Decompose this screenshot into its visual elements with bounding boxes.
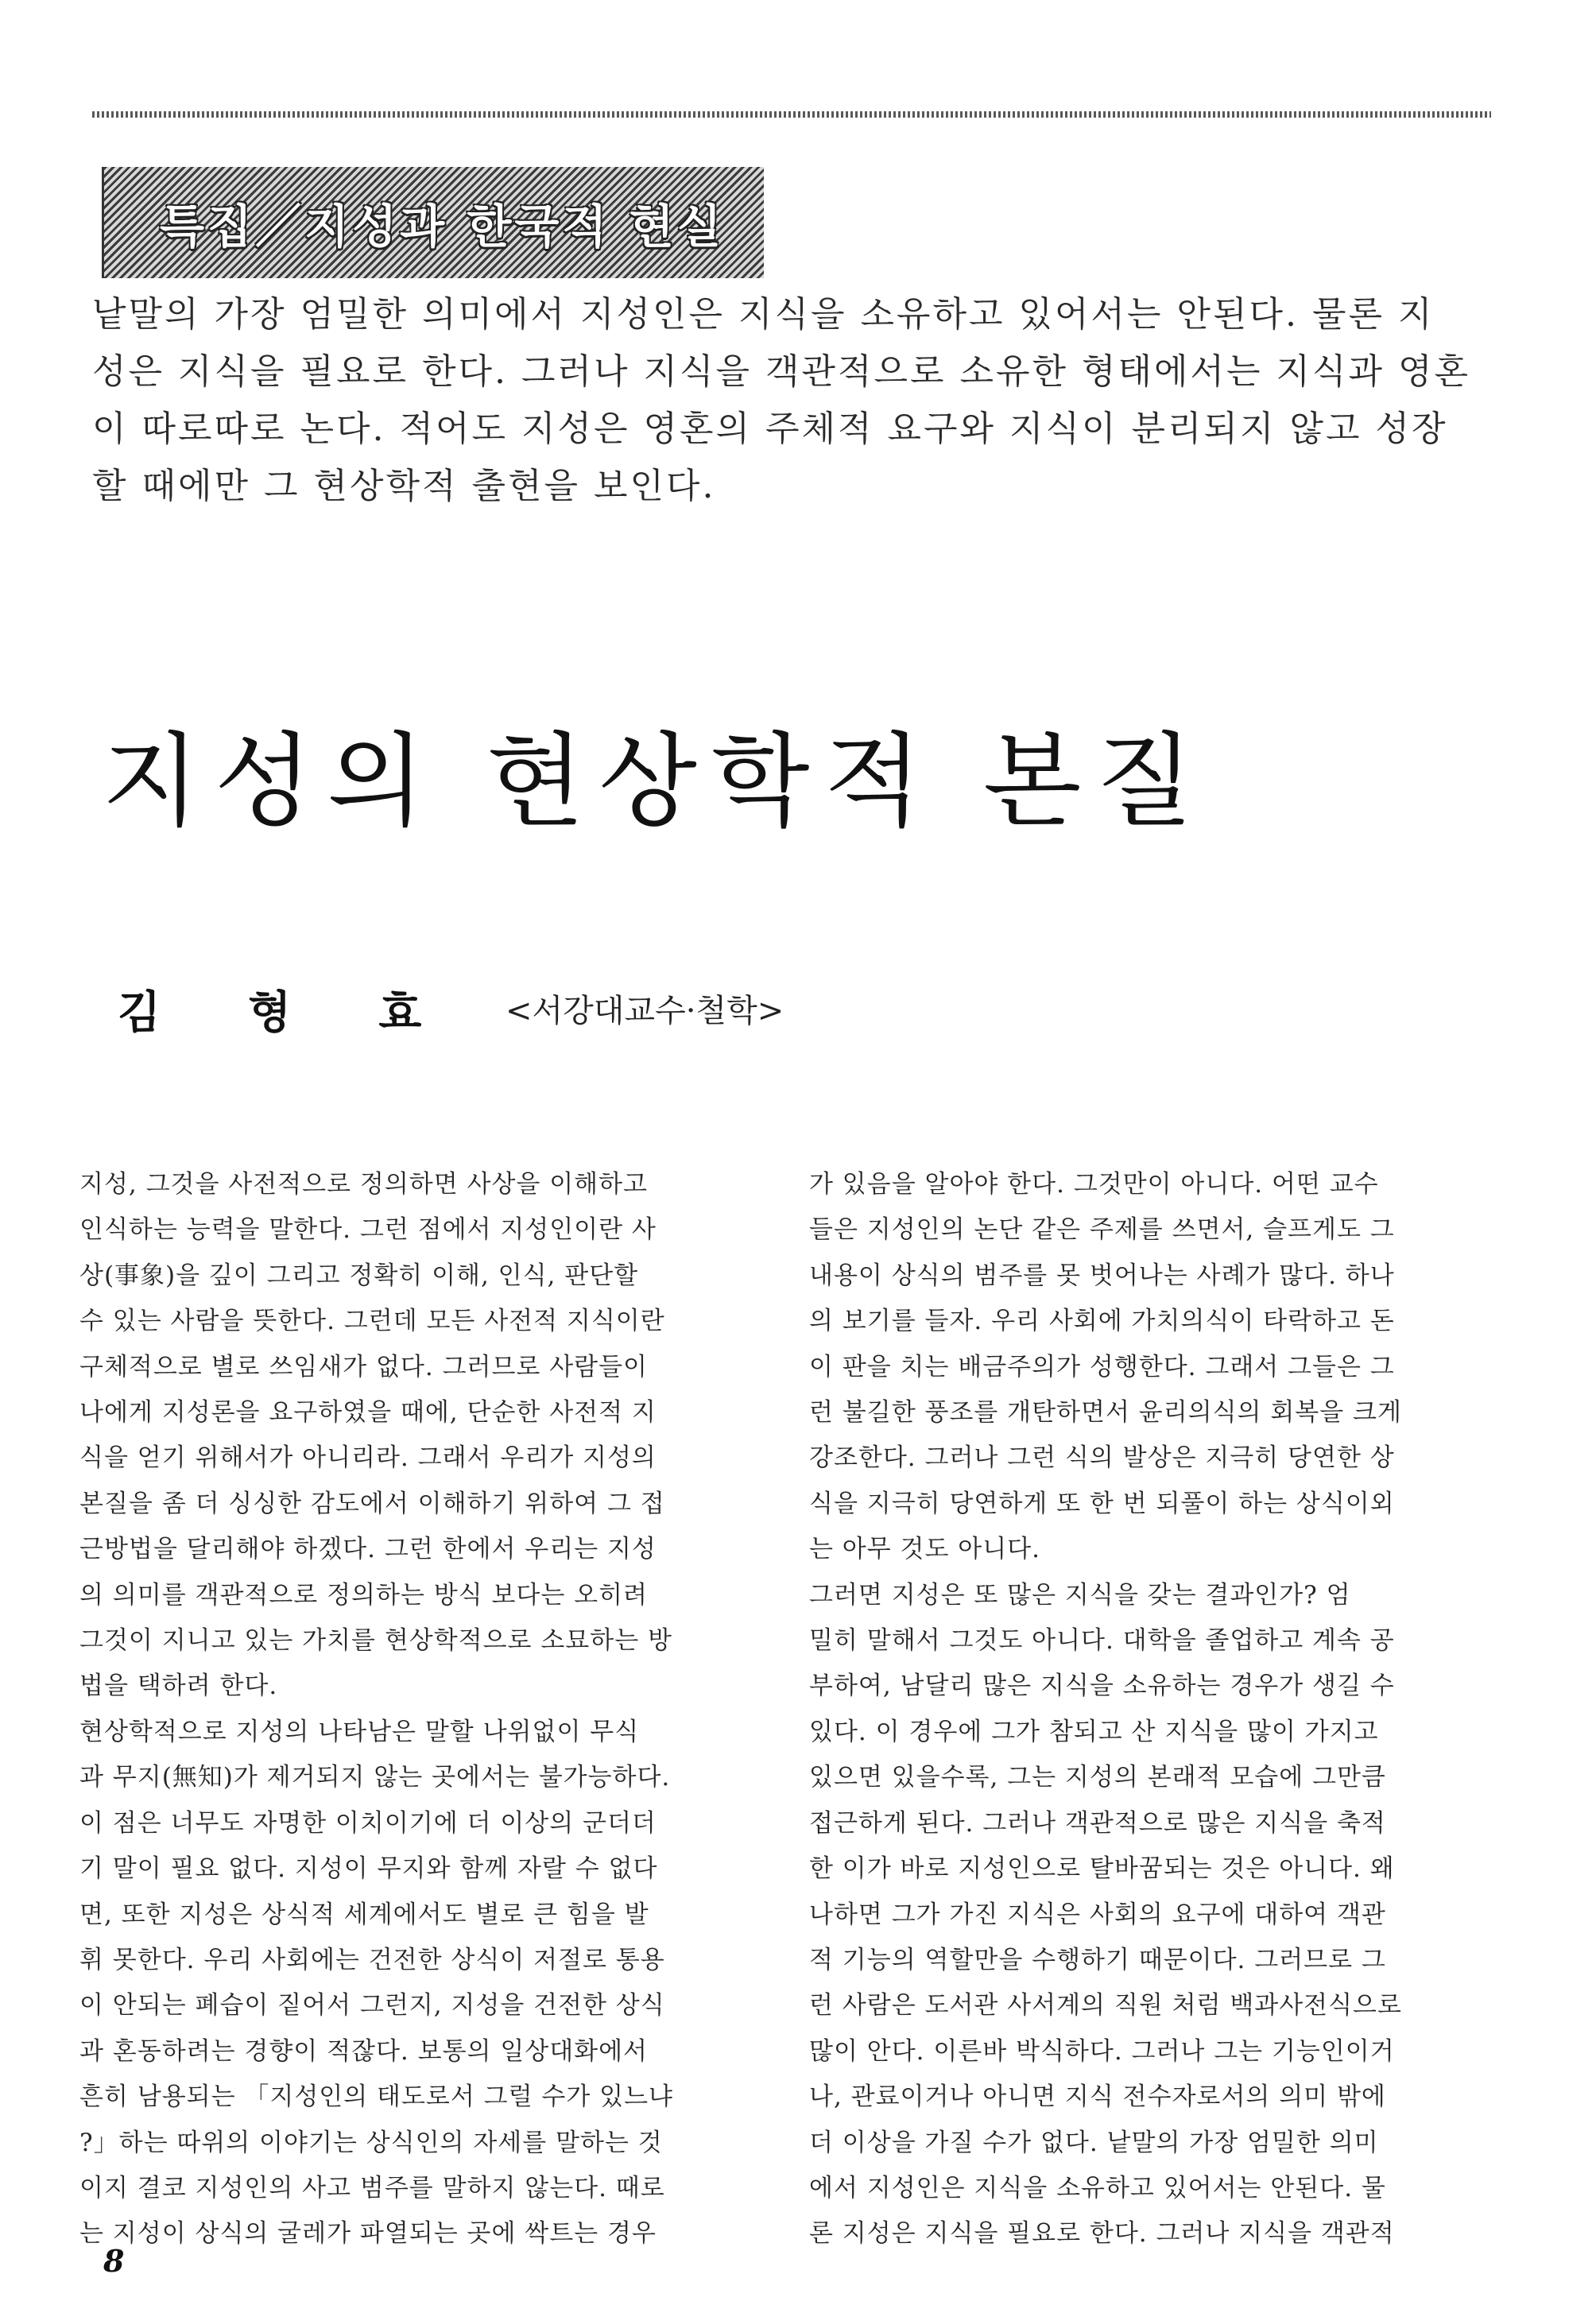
body-text-line: 는 아무 것도 아니다. xyxy=(809,1535,1040,1564)
body-text-line: 인식하는 능력을 말한다. 그런 점에서 지성인이란 사 xyxy=(79,1215,657,1245)
body-text-line: 밀히 말해서 그것도 아니다. 대학을 졸업하고 계속 공 xyxy=(809,1626,1395,1656)
lead-line: 낱말의 가장 엄밀한 의미에서 지성인은 지식을 소유하고 있어서는 안된다. 물론 지 xyxy=(92,294,1435,335)
body-text-line: ?」하는 따위의 이야기는 상식인의 자세를 말하는 것 xyxy=(79,2128,663,2157)
body-text-line: 흔히 남용되는 「지성인의 태도로서 그럴 수가 있느냐 xyxy=(79,2082,673,2112)
body-text-line: 한 이가 바로 지성인으로 탈바꿈되는 것은 아니다. 왜 xyxy=(809,1854,1395,1884)
lead-line: 이 따로따로 논다. 적어도 지성은 영혼의 주체적 요구와 지식이 분리되지 않고 성장 xyxy=(92,409,1448,449)
body-text-line: 면, 또한 지성은 상식적 세계에서도 별로 큰 힘을 발 xyxy=(79,1900,649,1929)
body-text-line: 적 기능의 역할만을 수행하기 때문이다. 그러므로 그 xyxy=(809,1945,1386,1974)
body-text-line: 내용이 상식의 범주를 못 벗어나는 사례가 많다. 하나 xyxy=(809,1261,1395,1290)
body-text-line: 가 있음을 알아야 한다. 그것만이 아니다. 어떤 교수 xyxy=(809,1170,1379,1199)
body-text-line: 이 판을 치는 배금주의가 성행한다. 그래서 그들은 그 xyxy=(809,1352,1395,1381)
body-text-line: 식을 얻기 위해서가 아니리라. 그래서 우리가 지성의 xyxy=(79,1443,657,1473)
body-text-line: 수 있는 사람을 뜻한다. 그런데 모든 사전적 지식이란 xyxy=(79,1307,665,1336)
top-decorative-rule xyxy=(92,111,1491,118)
body-text-line: 과 혼동하려는 경향이 적잖다. 보통의 일상대화에서 xyxy=(79,2036,648,2066)
article-title: 지성의 현상학적 본질 xyxy=(102,723,1209,841)
body-text-line: 의 보기를 들자. 우리 사회에 가치의식이 타락하고 돈 xyxy=(809,1307,1395,1336)
body-text-line: 이 안되는 폐습이 짙어서 그런지, 지성을 건전한 상식 xyxy=(79,1991,665,2020)
body-text-line: 나에게 지성론을 요구하였을 때에, 단순한 사전적 지 xyxy=(79,1398,657,1428)
body-text-line: 과 무지(無知)가 제거되지 않는 곳에서는 불가능하다. xyxy=(79,1763,671,1792)
body-text-line: 들은 지성인의 논단 같은 주제를 쓰면서, 슬프게도 그 xyxy=(809,1215,1395,1245)
body-text-line: 휘 못한다. 우리 사회에는 건전한 상식이 저절로 통용 xyxy=(79,1945,665,1974)
lead-line: 성은 지식을 필요로 한다. 그러나 지식을 객관적으로 소유한 형태에서는 지식과 영혼 xyxy=(92,351,1470,392)
body-text-line: 그러면 지성은 또 많은 지식을 갖는 결과인가? 엄 xyxy=(809,1580,1351,1610)
body-text-line: 그것이 지니고 있는 가치를 현상학적으로 소묘하는 방 xyxy=(79,1626,672,1656)
body-text-line: 근방법을 달리해야 하겠다. 그런 한에서 우리는 지성 xyxy=(79,1535,657,1564)
body-text-line: 지성, 그것을 사전적으로 정의하면 사상을 이해하고 xyxy=(79,1170,648,1199)
body-text-line: 강조한다. 그러나 그런 식의 발상은 지극히 당연한 상 xyxy=(809,1443,1395,1473)
body-text-line: 있으면 있을수록, 그는 지성의 본래적 모습에 그만큼 xyxy=(809,1763,1386,1792)
body-text-line: 구체적으로 별로 쓰임새가 없다. 그러므로 사람들이 xyxy=(79,1352,648,1381)
author-name: 김형효 xyxy=(118,987,509,1039)
body-text-line: 이 점은 너무도 자명한 이치이기에 더 이상의 군더더 xyxy=(79,1808,657,1838)
lead-line: 할 때에만 그 현상학적 출현을 보인다. xyxy=(92,466,716,506)
body-text-line: 이지 결코 지성인의 사고 범주를 말하지 않는다. 때로 xyxy=(79,2173,665,2202)
banner-label: 특집／지성과 한국적 현실 xyxy=(160,200,725,254)
body-text-line: 부하여, 남달리 많은 지식을 소유하는 경우가 생길 수 xyxy=(809,1672,1395,1701)
body-column-left xyxy=(79,1162,744,2257)
page-number: 8 xyxy=(103,2243,125,2279)
body-text-line: 상(事象)을 깊이 그리고 정확히 이해, 인식, 판단할 xyxy=(79,1261,639,1290)
body-text-line: 론 지성은 지식을 필요로 한다. 그러나 지식을 객관적 xyxy=(809,2219,1395,2249)
body-text-line: 본질을 좀 더 싱싱한 감도에서 이해하기 위하여 그 접 xyxy=(79,1489,665,1518)
body-text-line: 있다. 이 경우에 그가 참되고 산 지식을 많이 가지고 xyxy=(809,1717,1379,1746)
body-text-line: 의 의미를 객관적으로 정의하는 방식 보다는 오히려 xyxy=(79,1580,648,1610)
section-banner xyxy=(102,167,764,278)
body-text-line: 식을 지극히 당연하게 또 한 번 되풀이 하는 상식이외 xyxy=(809,1489,1395,1518)
body-text-line: 법을 택하려 한다. xyxy=(79,1672,278,1701)
body-column-right xyxy=(809,1162,1474,2257)
body-text-line: 나하면 그가 가진 지식은 사회의 요구에 대하여 객관 xyxy=(809,1900,1386,1929)
body-text-line: 많이 안다. 이른바 박식하다. 그러나 그는 기능인이거 xyxy=(809,2036,1395,2066)
lead-paragraph xyxy=(92,286,1491,515)
author-affiliation: <서강대교수·철학> xyxy=(506,993,784,1029)
body-text-line: 런 불길한 풍조를 개탄하면서 윤리의식의 회복을 크게 xyxy=(809,1398,1402,1428)
body-text-line: 기 말이 필요 없다. 지성이 무지와 함께 자랄 수 없다 xyxy=(79,1854,658,1884)
body-text-line: 는 지성이 상식의 굴레가 파열되는 곳에 싹트는 경우 xyxy=(79,2219,657,2249)
body-text-line: 접근하게 된다. 그러나 객관적으로 많은 지식을 축적 xyxy=(809,1808,1386,1838)
body-text-line: 에서 지성인은 지식을 소유하고 있어서는 안된다. 물 xyxy=(809,2173,1386,2202)
body-text-line: 더 이상을 가질 수가 없다. 낱말의 가장 엄밀한 의미 xyxy=(809,2128,1379,2157)
body-text-line: 현상학적으로 지성의 나타남은 말할 나위없이 무식 xyxy=(79,1717,640,1746)
body-text-line: 나, 관료이거나 아니면 지식 전수자로서의 의미 밖에 xyxy=(809,2082,1386,2112)
body-text-line: 런 사람은 도서관 사서계의 직원 처럼 백과사전식으로 xyxy=(809,1991,1402,2020)
